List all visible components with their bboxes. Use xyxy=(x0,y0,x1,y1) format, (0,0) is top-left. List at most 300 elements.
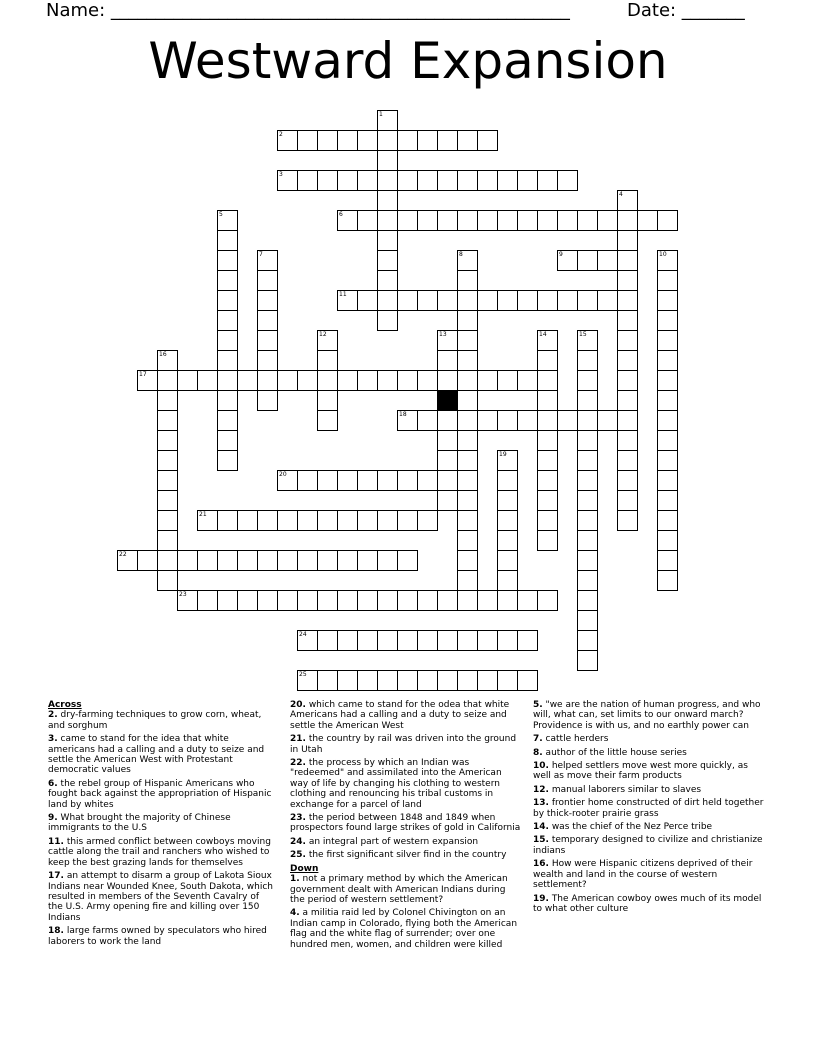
crossword-cell[interactable] xyxy=(317,550,338,571)
crossword-cell[interactable] xyxy=(257,350,278,371)
crossword-cell[interactable] xyxy=(257,370,278,391)
crossword-cell[interactable] xyxy=(377,170,398,191)
crossword-cell[interactable] xyxy=(577,210,598,231)
crossword-cell[interactable] xyxy=(257,390,278,411)
crossword-cell[interactable] xyxy=(517,410,538,431)
crossword-cell[interactable] xyxy=(377,370,398,391)
crossword-cell[interactable] xyxy=(437,170,458,191)
crossword-cell[interactable] xyxy=(577,570,598,591)
crossword-cell[interactable] xyxy=(577,330,598,351)
crossword-cell[interactable] xyxy=(217,330,238,351)
crossword-cell[interactable] xyxy=(417,170,438,191)
crossword-cell[interactable] xyxy=(437,430,458,451)
crossword-cell[interactable] xyxy=(537,170,558,191)
crossword-cell[interactable] xyxy=(197,370,218,391)
crossword-cell[interactable] xyxy=(217,230,238,251)
crossword-cell[interactable] xyxy=(457,170,478,191)
crossword-cell[interactable] xyxy=(217,210,238,231)
crossword-cell[interactable] xyxy=(557,410,578,431)
crossword-cell[interactable] xyxy=(457,250,478,271)
crossword-cell[interactable] xyxy=(437,130,458,151)
crossword-cell[interactable] xyxy=(217,310,238,331)
crossword-cell[interactable] xyxy=(597,250,618,271)
crossword-cell[interactable] xyxy=(497,370,518,391)
crossword-cell[interactable] xyxy=(157,490,178,511)
crossword-cell[interactable] xyxy=(577,550,598,571)
crossword-cell[interactable] xyxy=(257,310,278,331)
crossword-cell[interactable] xyxy=(317,670,338,691)
crossword-cell[interactable] xyxy=(317,170,338,191)
crossword-cell[interactable] xyxy=(537,430,558,451)
crossword-cell[interactable] xyxy=(497,510,518,531)
crossword-cell[interactable] xyxy=(317,590,338,611)
crossword-cell[interactable] xyxy=(257,550,278,571)
crossword-cell[interactable] xyxy=(657,510,678,531)
crossword-cell[interactable] xyxy=(377,550,398,571)
crossword-cell[interactable] xyxy=(437,330,458,351)
crossword-cell[interactable] xyxy=(417,130,438,151)
crossword-cell[interactable] xyxy=(617,390,638,411)
crossword-cell[interactable] xyxy=(457,130,478,151)
crossword-cell[interactable] xyxy=(517,590,538,611)
crossword-cell[interactable] xyxy=(457,490,478,511)
crossword-cell[interactable] xyxy=(457,430,478,451)
crossword-cell[interactable] xyxy=(497,410,518,431)
crossword-cell[interactable] xyxy=(517,630,538,651)
crossword-cell[interactable] xyxy=(337,590,358,611)
crossword-cell[interactable] xyxy=(337,290,358,311)
crossword-cell[interactable] xyxy=(377,670,398,691)
crossword-cell[interactable] xyxy=(497,630,518,651)
crossword-cell[interactable] xyxy=(537,410,558,431)
crossword-cell[interactable] xyxy=(657,390,678,411)
crossword-cell[interactable] xyxy=(657,530,678,551)
crossword-cell[interactable] xyxy=(377,150,398,171)
crossword-cell[interactable] xyxy=(297,170,318,191)
crossword-cell[interactable] xyxy=(437,210,458,231)
crossword-cell[interactable] xyxy=(517,170,538,191)
crossword-cell[interactable] xyxy=(217,350,238,371)
crossword-cell[interactable] xyxy=(437,630,458,651)
crossword-cell[interactable] xyxy=(457,310,478,331)
crossword-cell[interactable] xyxy=(357,630,378,651)
crossword-cell[interactable] xyxy=(537,390,558,411)
crossword-cell[interactable] xyxy=(457,370,478,391)
crossword-cell[interactable] xyxy=(577,290,598,311)
crossword-cell[interactable] xyxy=(397,670,418,691)
crossword-cell[interactable] xyxy=(657,550,678,571)
crossword-cell[interactable] xyxy=(497,570,518,591)
crossword-cell[interactable] xyxy=(437,370,458,391)
crossword-cell[interactable] xyxy=(157,510,178,531)
crossword-cell[interactable] xyxy=(217,450,238,471)
clue-item xyxy=(290,700,522,731)
crossword-cell[interactable] xyxy=(157,570,178,591)
crossword-cell[interactable] xyxy=(457,630,478,651)
crossword-cell[interactable] xyxy=(237,370,258,391)
crossword-cell[interactable] xyxy=(497,670,518,691)
crossword-cell[interactable] xyxy=(337,470,358,491)
crossword-cell[interactable] xyxy=(277,510,298,531)
crossword-cell[interactable] xyxy=(397,510,418,531)
crossword-cell[interactable] xyxy=(217,410,238,431)
crossword-cell[interactable] xyxy=(337,370,358,391)
crossword-cell[interactable] xyxy=(457,270,478,291)
crossword-cell[interactable] xyxy=(537,590,558,611)
crossword-cell[interactable] xyxy=(357,470,378,491)
crossword-cell[interactable] xyxy=(457,290,478,311)
crossword-cell[interactable] xyxy=(497,170,518,191)
crossword-cell[interactable] xyxy=(497,590,518,611)
crossword-cell[interactable] xyxy=(357,170,378,191)
crossword-cell[interactable] xyxy=(477,170,498,191)
crossword-cell[interactable] xyxy=(357,510,378,531)
crossword-cell[interactable] xyxy=(557,210,578,231)
crossword-cell[interactable] xyxy=(377,630,398,651)
crossword-cell[interactable] xyxy=(457,330,478,351)
crossword-cell[interactable] xyxy=(497,290,518,311)
crossword-cell[interactable] xyxy=(357,370,378,391)
crossword-cell[interactable] xyxy=(377,470,398,491)
crossword-cell[interactable] xyxy=(617,190,638,211)
crossword-cell[interactable] xyxy=(457,530,478,551)
crossword-cell[interactable] xyxy=(357,590,378,611)
crossword-cell[interactable] xyxy=(257,590,278,611)
crossword-cell[interactable] xyxy=(537,470,558,491)
crossword-cell[interactable] xyxy=(397,130,418,151)
crossword-cell[interactable] xyxy=(397,550,418,571)
crossword-cell[interactable] xyxy=(497,470,518,491)
crossword-cell[interactable] xyxy=(397,470,418,491)
crossword-cell[interactable] xyxy=(477,590,498,611)
crossword-cell[interactable] xyxy=(377,210,398,231)
crossword-cell[interactable] xyxy=(337,210,358,231)
crossword-cell[interactable] xyxy=(437,450,458,471)
crossword-cell[interactable] xyxy=(357,550,378,571)
crossword-cell[interactable] xyxy=(357,290,378,311)
crossword-cell[interactable] xyxy=(477,370,498,391)
crossword-cell[interactable] xyxy=(657,490,678,511)
crossword-cell[interactable] xyxy=(397,630,418,651)
crossword-cell[interactable] xyxy=(377,190,398,211)
crossword-cell[interactable] xyxy=(477,210,498,231)
crossword-cell[interactable] xyxy=(537,510,558,531)
crossword-cell[interactable] xyxy=(417,670,438,691)
crossword-cell[interactable] xyxy=(617,250,638,271)
crossword-cell[interactable] xyxy=(237,510,258,531)
crossword-cell[interactable] xyxy=(317,470,338,491)
crossword-cell[interactable] xyxy=(657,330,678,351)
crossword-cell[interactable] xyxy=(617,490,638,511)
crossword-cell[interactable] xyxy=(157,450,178,471)
crossword-cell[interactable] xyxy=(457,670,478,691)
crossword-cell[interactable] xyxy=(217,550,238,571)
crossword-cell[interactable] xyxy=(537,490,558,511)
crossword-cell[interactable] xyxy=(377,290,398,311)
crossword-cell[interactable] xyxy=(617,310,638,331)
crossword-cell[interactable] xyxy=(277,590,298,611)
crossword-cell[interactable] xyxy=(317,410,338,431)
crossword-cell[interactable] xyxy=(417,370,438,391)
crossword-cell[interactable] xyxy=(197,510,218,531)
crossword-cell[interactable] xyxy=(397,370,418,391)
crossword-cell[interactable] xyxy=(317,130,338,151)
crossword-cell[interactable] xyxy=(257,290,278,311)
crossword-cell[interactable] xyxy=(577,430,598,451)
crossword-cell[interactable] xyxy=(577,410,598,431)
crossword-cell[interactable] xyxy=(417,510,438,531)
crossword-cell[interactable] xyxy=(177,370,198,391)
crossword-cell[interactable] xyxy=(457,590,478,611)
crossword-cell[interactable] xyxy=(497,530,518,551)
crossword-cell[interactable] xyxy=(137,370,158,391)
crossword-cell[interactable] xyxy=(397,210,418,231)
crossword-cell[interactable] xyxy=(437,490,458,511)
crossword-cell[interactable] xyxy=(377,510,398,531)
crossword-cell[interactable] xyxy=(277,370,298,391)
crossword-cell[interactable] xyxy=(537,210,558,231)
crossword-cell[interactable] xyxy=(177,590,198,611)
crossword-cell[interactable] xyxy=(657,210,678,231)
crossword-cell[interactable] xyxy=(337,510,358,531)
crossword-cell[interactable] xyxy=(297,510,318,531)
crossword-cell[interactable] xyxy=(297,630,318,651)
crossword-cell[interactable] xyxy=(517,370,538,391)
crossword-cell[interactable] xyxy=(497,490,518,511)
crossword-cell[interactable] xyxy=(537,290,558,311)
crossword-cell[interactable] xyxy=(457,450,478,471)
crossword-cell[interactable] xyxy=(317,510,338,531)
crossword-cell[interactable] xyxy=(417,590,438,611)
crossword-cell[interactable] xyxy=(157,470,178,491)
crossword-cell[interactable] xyxy=(457,210,478,231)
crossword-cell[interactable] xyxy=(477,410,498,431)
crossword-cell[interactable] xyxy=(297,590,318,611)
crossword-cell[interactable] xyxy=(577,470,598,491)
crossword-cell[interactable] xyxy=(237,550,258,571)
crossword-cell[interactable] xyxy=(377,230,398,251)
crossword-cell[interactable] xyxy=(137,550,158,571)
crossword-cell[interactable] xyxy=(417,210,438,231)
crossword-cell[interactable] xyxy=(617,350,638,371)
crossword-cell[interactable] xyxy=(477,130,498,151)
crossword-cell[interactable] xyxy=(417,290,438,311)
crossword-cell[interactable] xyxy=(457,550,478,571)
crossword-cell[interactable] xyxy=(317,390,338,411)
crossword-cell[interactable] xyxy=(377,310,398,331)
crossword-cell[interactable] xyxy=(577,370,598,391)
crossword-cell[interactable] xyxy=(317,350,338,371)
crossword-cell[interactable] xyxy=(417,630,438,651)
crossword-cell[interactable] xyxy=(597,410,618,431)
crossword-cell[interactable] xyxy=(577,650,598,671)
crossword-cell[interactable] xyxy=(397,410,418,431)
crossword-cell[interactable] xyxy=(437,590,458,611)
crossword-cell[interactable] xyxy=(577,610,598,631)
crossword-cell[interactable] xyxy=(517,290,538,311)
crossword-cell[interactable] xyxy=(557,250,578,271)
crossword-cell[interactable] xyxy=(277,470,298,491)
crossword-cell[interactable] xyxy=(377,270,398,291)
crossword-cell[interactable] xyxy=(577,630,598,651)
crossword-cell[interactable] xyxy=(217,510,238,531)
crossword-cell[interactable] xyxy=(257,250,278,271)
crossword-cell[interactable] xyxy=(177,550,198,571)
crossword-cell[interactable] xyxy=(297,370,318,391)
crossword-cell[interactable] xyxy=(417,470,438,491)
crossword-cell[interactable] xyxy=(217,270,238,291)
crossword-cell[interactable] xyxy=(437,470,458,491)
crossword-cell[interactable] xyxy=(577,530,598,551)
crossword-cell[interactable] xyxy=(577,490,598,511)
crossword-cell[interactable] xyxy=(537,530,558,551)
crossword-cell[interactable] xyxy=(337,170,358,191)
crossword-cell[interactable] xyxy=(217,290,238,311)
crossword-cell[interactable] xyxy=(317,630,338,651)
crossword-cell[interactable] xyxy=(217,590,238,611)
crossword-cell[interactable] xyxy=(437,410,458,431)
crossword-cell[interactable] xyxy=(597,290,618,311)
crossword-cell[interactable] xyxy=(377,250,398,271)
crossword-cell[interactable] xyxy=(497,550,518,571)
crossword-cell[interactable] xyxy=(617,210,638,231)
crossword-cell[interactable] xyxy=(497,210,518,231)
crossword-cell[interactable] xyxy=(317,370,338,391)
crossword-cell[interactable] xyxy=(237,590,258,611)
clue-text: manual laborers similar to slaves xyxy=(548,784,702,795)
crossword-cell[interactable] xyxy=(217,390,238,411)
crossword-cell[interactable] xyxy=(197,550,218,571)
crossword-cell[interactable] xyxy=(457,470,478,491)
crossword-cell[interactable] xyxy=(617,230,638,251)
crossword-cell[interactable] xyxy=(157,350,178,371)
clue-item xyxy=(533,734,765,744)
crossword-cell[interactable] xyxy=(357,130,378,151)
crossword-cell[interactable] xyxy=(537,450,558,471)
crossword-cell[interactable] xyxy=(617,430,638,451)
crossword-cell[interactable] xyxy=(657,430,678,451)
crossword-cell[interactable] xyxy=(457,510,478,531)
crossword-cell[interactable] xyxy=(577,450,598,471)
crossword-cell[interactable] xyxy=(257,330,278,351)
crossword-cell[interactable] xyxy=(477,670,498,691)
crossword-cell[interactable] xyxy=(157,530,178,551)
crossword-cell[interactable] xyxy=(657,290,678,311)
crossword-cell[interactable] xyxy=(577,510,598,531)
crossword-cell[interactable] xyxy=(657,370,678,391)
crossword-cell[interactable] xyxy=(257,510,278,531)
crossword-cell[interactable] xyxy=(357,670,378,691)
crossword-cell[interactable] xyxy=(597,210,618,231)
crossword-cell[interactable] xyxy=(657,250,678,271)
crossword-cell[interactable] xyxy=(337,550,358,571)
crossword-cell[interactable] xyxy=(297,670,318,691)
crossword-cell[interactable] xyxy=(657,310,678,331)
crossword-cell[interactable] xyxy=(157,430,178,451)
crossword-cell[interactable] xyxy=(617,270,638,291)
crossword-cell[interactable] xyxy=(537,350,558,371)
crossword-cell[interactable] xyxy=(517,670,538,691)
crossword-cell[interactable] xyxy=(117,550,138,571)
clue-text: helped settlers move west more quickly, as well as move their farm products xyxy=(533,761,748,782)
crossword-cell[interactable] xyxy=(617,470,638,491)
crossword-cell[interactable] xyxy=(337,130,358,151)
crossword-cell[interactable] xyxy=(337,630,358,651)
crossword-cell[interactable] xyxy=(617,370,638,391)
crossword-cell[interactable] xyxy=(657,350,678,371)
crossword-cell[interactable] xyxy=(617,450,638,471)
crossword-cell[interactable] xyxy=(157,390,178,411)
crossword-cell[interactable] xyxy=(557,170,578,191)
crossword-cell[interactable] xyxy=(577,250,598,271)
crossword-cell[interactable] xyxy=(457,410,478,431)
crossword-cell[interactable] xyxy=(297,130,318,151)
crossword-cell[interactable] xyxy=(617,510,638,531)
crossword-cell[interactable] xyxy=(257,270,278,291)
crossword-cell[interactable] xyxy=(637,210,658,231)
crossword-cell[interactable] xyxy=(437,670,458,691)
crossword-cell[interactable] xyxy=(457,350,478,371)
crossword-cell[interactable] xyxy=(337,670,358,691)
crossword-cell[interactable] xyxy=(477,630,498,651)
crossword-cell[interactable] xyxy=(297,550,318,571)
crossword-cell[interactable] xyxy=(217,430,238,451)
crossword-cell[interactable] xyxy=(357,210,378,231)
crossword-cell[interactable] xyxy=(657,270,678,291)
crossword-cell[interactable] xyxy=(157,370,178,391)
crossword-cell[interactable] xyxy=(197,590,218,611)
crossword-cell[interactable] xyxy=(437,290,458,311)
crossword-cell[interactable] xyxy=(377,590,398,611)
crossword-cell[interactable] xyxy=(577,350,598,371)
crossword-cell[interactable] xyxy=(277,170,298,191)
crossword-cell[interactable] xyxy=(577,590,598,611)
crossword-cell[interactable] xyxy=(377,110,398,131)
crossword-cell[interactable] xyxy=(657,570,678,591)
crossword-cell[interactable] xyxy=(517,210,538,231)
crossword-cell[interactable] xyxy=(417,410,438,431)
crossword-cell[interactable] xyxy=(157,550,178,571)
crossword-cell[interactable] xyxy=(397,170,418,191)
crossword-cell[interactable] xyxy=(457,390,478,411)
crossword-cell[interactable] xyxy=(537,370,558,391)
crossword-cell[interactable] xyxy=(657,410,678,431)
crossword-cell[interactable] xyxy=(617,290,638,311)
crossword-cell[interactable] xyxy=(397,290,418,311)
crossword-cell[interactable] xyxy=(457,570,478,591)
crossword-cell[interactable] xyxy=(657,470,678,491)
crossword-cell[interactable] xyxy=(157,410,178,431)
crossword-cell[interactable] xyxy=(557,290,578,311)
crossword-cell[interactable] xyxy=(537,330,558,351)
crossword-cell[interactable] xyxy=(397,590,418,611)
crossword-cell[interactable] xyxy=(577,390,598,411)
crossword-cell[interactable] xyxy=(277,550,298,571)
clue-text: this armed conflict between cowboys moving cattle along the trail and ranchers who wished to keep the best grazing lands for themselves xyxy=(48,836,271,868)
crossword-cell[interactable] xyxy=(617,410,638,431)
crossword-cell[interactable] xyxy=(657,450,678,471)
crossword-cell[interactable] xyxy=(617,330,638,351)
crossword-cell[interactable] xyxy=(377,130,398,151)
crossword-cell[interactable] xyxy=(317,330,338,351)
crossword-cell[interactable] xyxy=(497,450,518,471)
crossword-cell[interactable] xyxy=(297,470,318,491)
crossword-cell[interactable] xyxy=(437,350,458,371)
crossword-cell[interactable] xyxy=(277,130,298,151)
crossword-cell[interactable] xyxy=(217,370,238,391)
crossword-cell[interactable] xyxy=(217,250,238,271)
crossword-cell[interactable] xyxy=(477,290,498,311)
